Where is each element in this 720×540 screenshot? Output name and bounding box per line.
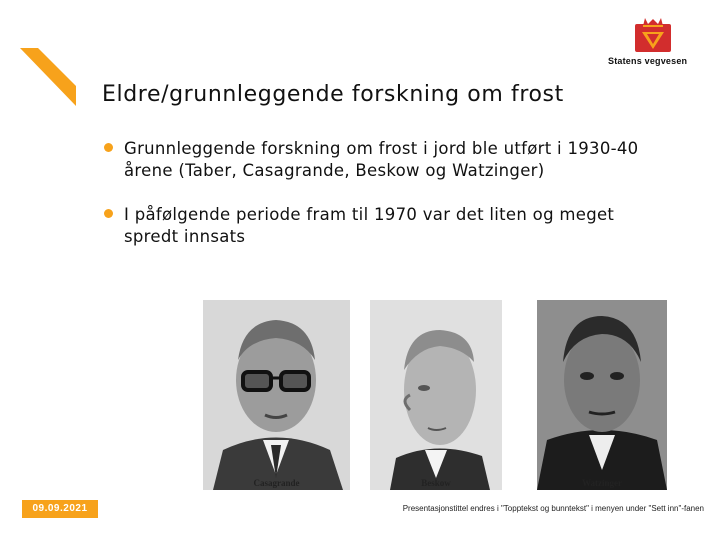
portrait-casagrande [203, 300, 350, 490]
orange-accent-stripe [20, 48, 80, 108]
bullet-dot-icon [104, 143, 113, 152]
bullet-text: Grunnleggende forskning om frost i jord ble utført i 1930-40 årene (Taber, Casagrande, Beskow og Watzinger) [124, 139, 639, 180]
bullet-item [102, 138, 662, 182]
portrait-watzinger [537, 300, 667, 490]
bullet-dot-icon [104, 209, 113, 218]
portrait-image [537, 300, 667, 490]
bullet-list [102, 138, 662, 270]
slide-title: Eldre/grunnleggende forskning om frost [102, 82, 564, 107]
photo-caption: Beskow [421, 478, 451, 488]
date-badge: 09.09.2021 [22, 500, 98, 518]
bullet-item [102, 204, 662, 248]
footer-note: Presentasjonstittel endres i "Topptekst og bunntekst" i menyen under "Sett inn"-fanen [402, 504, 704, 513]
photo-caption: Casagrande [253, 478, 300, 488]
portrait-image [370, 300, 502, 490]
logo-wordmark: Statens vegvesen [608, 56, 688, 66]
bullet-text: I påfølgende periode fram til 1970 var det liten og meget spredt innsats [124, 205, 615, 246]
photo-caption: Watzinger [582, 478, 622, 488]
crown-shield-icon [634, 16, 672, 54]
statens-vegvesen-logo [604, 16, 704, 70]
portrait-image [203, 300, 350, 490]
portrait-beskow [370, 300, 502, 490]
